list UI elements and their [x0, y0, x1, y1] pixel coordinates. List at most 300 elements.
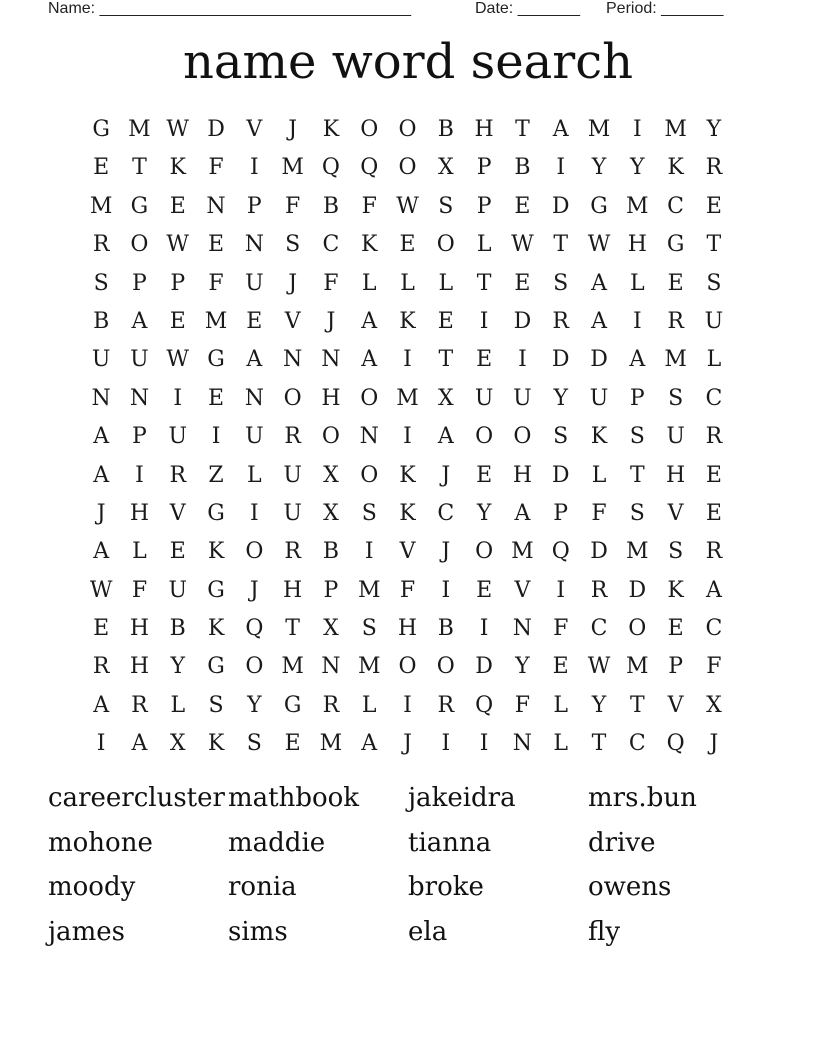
grid-letter: H	[321, 385, 341, 411]
grid-letter: K	[169, 155, 186, 181]
grid-letter: P	[132, 270, 147, 296]
grid-letter: N	[512, 731, 533, 757]
grid-letter: E	[208, 385, 225, 411]
grid-letter: G	[207, 347, 225, 373]
grid-letter: X	[323, 500, 339, 526]
grid-letter: U	[168, 424, 188, 450]
grid-letter: R	[92, 232, 110, 258]
grid-letter: W	[587, 654, 611, 680]
grid-letter: D	[628, 577, 647, 603]
word-list-item: tianna	[408, 827, 492, 858]
word-list-item: james	[48, 916, 125, 947]
grid-letter: M	[357, 654, 381, 680]
grid-letter: Y	[591, 155, 607, 181]
grid-letter: M	[357, 577, 381, 603]
grid-letter: F	[514, 692, 531, 718]
grid-letter: G	[283, 692, 302, 718]
grid-letter: A	[93, 462, 110, 488]
grid-letter: F	[706, 654, 722, 680]
grid-letter: E	[476, 347, 493, 373]
word-list-item: drive	[588, 827, 656, 858]
grid-letter: N	[129, 385, 150, 411]
grid-row	[82, 572, 733, 610]
grid-letter: S	[553, 270, 569, 296]
grid-letter: U	[130, 347, 149, 373]
grid-letter: Y	[591, 692, 607, 718]
grid-letter: A	[93, 424, 110, 450]
grid-letter: Y	[706, 117, 722, 142]
grid-letter: R	[705, 155, 723, 181]
grid-letter: B	[437, 117, 454, 142]
grid-letter: O	[360, 462, 379, 488]
grid-letter: H	[474, 117, 494, 142]
grid-letter: P	[132, 424, 147, 450]
student-info-header	[48, 0, 748, 20]
grid-letter: F	[208, 155, 224, 181]
grid-letter: J	[96, 500, 106, 526]
word-list-item: owens	[588, 872, 672, 902]
grid-letter: E	[705, 500, 722, 526]
grid-letter: C	[322, 232, 340, 258]
grid-letter: O	[436, 654, 455, 680]
grid-row	[82, 610, 733, 648]
grid-letter: A	[246, 347, 263, 373]
grid-letter: F	[131, 577, 148, 603]
grid-letter: I	[249, 500, 259, 526]
grid-letter: E	[667, 616, 684, 642]
grid-letter: J	[288, 117, 298, 142]
grid-letter: K	[399, 500, 416, 526]
grid-row	[82, 725, 733, 763]
grid-letter: D	[207, 117, 225, 142]
grid-letter: K	[361, 232, 378, 258]
grid-letter: Y	[630, 155, 645, 181]
grid-letter: L	[630, 270, 645, 296]
grid-letter: G	[207, 577, 225, 603]
grid-letter: O	[513, 424, 532, 450]
grid-letter: I	[211, 424, 221, 450]
grid-letter: I	[96, 731, 106, 757]
grid-letter: I	[518, 347, 527, 373]
grid-letter: M	[664, 347, 687, 373]
grid-letter: N	[321, 654, 341, 680]
grid-letter: S	[706, 270, 722, 296]
grid-letter: U	[245, 270, 264, 296]
grid-letter: X	[706, 692, 722, 718]
grid-letter: A	[93, 539, 110, 565]
grid-letter: S	[668, 385, 684, 411]
grid-letter: O	[398, 654, 417, 680]
grid-letter: W	[89, 577, 113, 603]
grid-letter: G	[92, 117, 110, 142]
grid-letter: W	[511, 232, 534, 258]
grid-letter: R	[705, 539, 723, 565]
grid-letter: V	[284, 308, 301, 334]
grid-row	[82, 457, 733, 495]
grid-letter: A	[591, 270, 607, 296]
grid-letter: W	[166, 347, 190, 373]
grid-letter: O	[283, 385, 302, 411]
grid-letter: E	[705, 462, 722, 488]
grid-letter: P	[476, 193, 492, 219]
grid-letter: G	[207, 500, 225, 526]
page-title: name word search	[182, 34, 634, 90]
grid-letter: K	[322, 117, 340, 142]
grid-letter: Y	[515, 654, 530, 680]
grid-letter: G	[590, 193, 608, 219]
grid-letter: L	[361, 270, 377, 296]
grid-letter: F	[361, 193, 377, 219]
word-list-item: fly	[588, 916, 621, 947]
grid-letter: M	[587, 117, 611, 142]
grid-letter: P	[668, 654, 683, 680]
grid-row	[82, 533, 733, 571]
grid-letter: V	[514, 577, 531, 603]
grid-letter: V	[169, 500, 186, 526]
grid-letter: E	[169, 193, 186, 219]
grid-letter: F	[553, 616, 569, 642]
word-list-item: mathbook	[228, 783, 360, 813]
grid-letter: S	[93, 270, 109, 296]
grid-letter: I	[403, 424, 412, 450]
word-list	[48, 778, 768, 956]
grid-letter: C	[705, 385, 723, 411]
grid-letter: Z	[208, 462, 224, 488]
grid-row	[82, 303, 733, 341]
grid-letter: U	[704, 308, 724, 334]
grid-letter: C	[667, 193, 685, 219]
grid-letter: N	[512, 616, 533, 642]
grid-letter: U	[666, 424, 685, 450]
grid-letter: D	[551, 462, 570, 488]
grid-letter: F	[208, 270, 224, 296]
name-field: Name: ___________________________________	[48, 0, 412, 17]
grid-letter: S	[629, 500, 645, 526]
grid-letter: E	[208, 232, 225, 258]
grid-letter: A	[629, 347, 646, 373]
grid-letter: M	[281, 654, 304, 680]
grid-letter: G	[666, 232, 685, 258]
grid-letter: D	[590, 539, 608, 565]
grid-letter: K	[399, 462, 416, 488]
grid-letter: X	[169, 731, 186, 757]
grid-letter: L	[132, 539, 147, 565]
grid-letter: H	[129, 616, 150, 642]
grid-letter: P	[323, 577, 339, 603]
grid-letter: M	[281, 155, 304, 181]
grid-letter: N	[359, 424, 379, 450]
grid-letter: T	[132, 155, 147, 181]
grid-letter: K	[667, 155, 684, 181]
grid-row	[82, 341, 733, 379]
grid-letter: O	[245, 654, 264, 680]
grid-letter: A	[361, 308, 378, 334]
word-list-item: mohone	[48, 827, 153, 858]
grid-letter: D	[551, 193, 570, 219]
grid-letter: R	[552, 308, 569, 334]
grid-row	[82, 495, 733, 533]
grid-letter: X	[323, 462, 339, 488]
letter-grid	[82, 111, 733, 764]
grid-letter: M	[664, 117, 687, 142]
grid-letter: X	[437, 385, 454, 411]
grid-letter: N	[244, 232, 264, 258]
grid-letter: R	[169, 462, 187, 488]
grid-letter: E	[514, 193, 531, 219]
grid-letter: E	[93, 616, 110, 642]
grid-letter: Q	[245, 616, 264, 642]
grid-letter: T	[629, 462, 645, 488]
word-list-item: sims	[228, 916, 288, 947]
grid-letter: P	[629, 385, 645, 411]
grid-letter: P	[246, 193, 262, 219]
grid-letter: K	[207, 539, 225, 565]
grid-letter: V	[667, 500, 684, 526]
grid-letter: E	[667, 270, 684, 296]
word-list-item: maddie	[228, 827, 326, 858]
grid-letter: D	[551, 347, 570, 373]
grid-letter: O	[360, 117, 379, 142]
grid-letter: H	[129, 500, 150, 526]
grid-letter: S	[285, 232, 301, 258]
grid-letter: P	[553, 500, 569, 526]
grid-letter: O	[475, 424, 494, 450]
grid-letter: M	[128, 117, 151, 142]
grid-letter: N	[91, 385, 111, 411]
grid-letter: D	[475, 654, 493, 680]
grid-letter: L	[553, 731, 569, 757]
grid-letter: A	[437, 424, 454, 450]
grid-letter: W	[587, 232, 611, 258]
grid-letter: G	[207, 654, 225, 680]
grid-letter: A	[591, 308, 607, 334]
grid-letter: M	[626, 193, 649, 219]
grid-letter: Y	[553, 385, 568, 411]
grid-letter: I	[479, 616, 489, 642]
grid-letter: M	[89, 193, 113, 219]
grid-letter: M	[204, 308, 228, 334]
grid-letter: R	[131, 692, 148, 718]
grid-letter: B	[169, 616, 186, 642]
grid-letter: I	[441, 577, 451, 603]
grid-letter: R	[705, 424, 723, 450]
grid-letter: H	[666, 462, 686, 488]
grid-letter: D	[590, 347, 608, 373]
word-list-item: ronia	[228, 872, 297, 902]
grid-letter: Y	[170, 654, 185, 680]
grid-letter: I	[632, 117, 642, 142]
grid-letter: S	[361, 616, 377, 642]
grid-letter: E	[284, 731, 301, 757]
grid-letter: A	[552, 117, 569, 142]
grid-letter: U	[168, 577, 188, 603]
grid-letter: O	[321, 424, 340, 450]
grid-letter: O	[398, 117, 417, 142]
grid-letter: Q	[321, 155, 340, 181]
grid-letter: N	[283, 347, 303, 373]
grid-letter: W	[166, 232, 190, 258]
grid-letter: E	[399, 232, 416, 258]
grid-letter: V	[399, 539, 416, 565]
grid-letter: Q	[551, 539, 570, 565]
grid-letter: L	[591, 462, 607, 488]
grid-letter: N	[321, 347, 341, 373]
grid-letter: E	[476, 577, 493, 603]
grid-letter: U	[283, 462, 302, 488]
grid-letter: S	[438, 193, 454, 219]
grid-letter: I	[632, 308, 642, 334]
grid-letter: A	[93, 692, 110, 718]
grid-letter: X	[437, 155, 454, 181]
grid-letter: A	[361, 347, 378, 373]
grid-letter: C	[628, 731, 646, 757]
grid-letter: B	[322, 539, 340, 565]
grid-letter: U	[513, 385, 532, 411]
grid-row	[82, 188, 733, 226]
grid-letter: T	[438, 347, 454, 373]
grid-letter: R	[284, 424, 301, 450]
grid-letter: M	[396, 385, 419, 411]
grid-letter: T	[629, 692, 645, 718]
grid-letter: K	[590, 424, 608, 450]
grid-letter: O	[360, 385, 379, 411]
grid-letter: I	[556, 577, 566, 603]
grid-row	[82, 226, 733, 264]
word-list-item: mrs.bun	[588, 783, 697, 813]
grid-letter: B	[514, 155, 531, 181]
grid-letter: B	[437, 616, 454, 642]
grid-letter: N	[244, 385, 264, 411]
grid-letter: M	[319, 731, 343, 757]
grid-letter: I	[403, 347, 412, 373]
grid-letter: Y	[476, 500, 492, 526]
grid-letter: L	[247, 462, 262, 488]
grid-letter: U	[589, 385, 609, 411]
grid-letter: A	[131, 731, 148, 757]
grid-letter: L	[553, 692, 569, 718]
word-list-item: ela	[408, 916, 448, 947]
grid-letter: K	[207, 731, 225, 757]
grid-letter: S	[361, 500, 377, 526]
grid-letter: P	[170, 270, 186, 296]
grid-letter: J	[709, 731, 719, 757]
grid-letter: E	[514, 270, 531, 296]
grid-letter: S	[246, 731, 262, 757]
grid-letter: E	[476, 462, 493, 488]
grid-letter: D	[513, 308, 532, 334]
grid-letter: A	[514, 500, 531, 526]
grid-letter: C	[705, 616, 723, 642]
grid-letter: I	[556, 155, 566, 181]
grid-letter: O	[475, 539, 494, 565]
grid-letter: E	[552, 654, 569, 680]
grid-row	[82, 687, 733, 725]
grid-letter: J	[326, 308, 336, 334]
grid-letter: C	[437, 500, 455, 526]
grid-letter: P	[476, 155, 492, 181]
grid-letter: U	[474, 385, 494, 411]
grid-letter: T	[515, 117, 530, 142]
grid-letter: L	[706, 347, 722, 373]
grid-letter: K	[207, 616, 225, 642]
grid-letter: Q	[360, 155, 379, 181]
grid-letter: O	[130, 232, 149, 258]
grid-row	[82, 149, 733, 187]
grid-letter: M	[626, 539, 649, 565]
grid-letter: Y	[247, 692, 262, 718]
grid-letter: J	[403, 731, 412, 757]
grid-letter: S	[629, 424, 645, 450]
grid-letter: E	[437, 308, 454, 334]
grid-letter: I	[364, 539, 374, 565]
grid-letter: F	[323, 270, 339, 296]
grid-letter: L	[170, 692, 186, 718]
grid-letter: R	[667, 308, 684, 334]
grid-row	[82, 111, 733, 149]
grid-letter: S	[553, 424, 569, 450]
grid-letter: I	[441, 731, 451, 757]
grid-letter: V	[667, 692, 684, 718]
grid-letter: I	[249, 155, 259, 181]
grid-letter: E	[246, 308, 263, 334]
grid-letter: X	[323, 616, 339, 642]
grid-letter: T	[591, 731, 607, 757]
grid-row	[82, 648, 733, 686]
grid-letter: E	[169, 308, 186, 334]
grid-letter: L	[361, 692, 377, 718]
grid-letter: Q	[475, 692, 494, 718]
grid-letter: R	[284, 539, 301, 565]
grid-letter: W	[396, 193, 419, 219]
grid-letter: F	[399, 577, 416, 603]
grid-letter: H	[283, 577, 303, 603]
grid-letter: R	[92, 654, 110, 680]
date-field: Date: _______	[475, 0, 580, 17]
grid-letter: R	[322, 692, 340, 718]
grid-letter: T	[285, 616, 300, 642]
grid-letter: Q	[666, 731, 685, 757]
grid-letter: G	[130, 193, 149, 219]
grid-letter: C	[590, 616, 608, 642]
grid-letter: E	[169, 539, 186, 565]
grid-letter: O	[245, 539, 264, 565]
grid-letter: J	[441, 539, 451, 565]
grid-letter: K	[667, 577, 684, 603]
grid-letter: F	[285, 193, 301, 219]
grid-letter: K	[399, 308, 416, 334]
grid-letter: I	[479, 308, 489, 334]
grid-letter: O	[398, 155, 417, 181]
grid-letter: O	[628, 616, 647, 642]
grid-letter: A	[705, 577, 722, 603]
grid-letter: H	[512, 462, 532, 488]
word-list-item: jakeidra	[408, 783, 516, 813]
grid-letter: H	[397, 616, 418, 642]
grid-letter: I	[403, 692, 412, 718]
grid-letter: E	[93, 155, 110, 181]
grid-letter: J	[441, 462, 451, 488]
grid-letter: E	[705, 193, 722, 219]
grid-letter: A	[131, 308, 148, 334]
grid-row	[82, 265, 733, 303]
grid-letter: W	[166, 117, 190, 142]
word-list-item: careercluster	[48, 783, 225, 813]
grid-letter: L	[476, 232, 492, 258]
grid-letter: L	[438, 270, 454, 296]
grid-letter: H	[129, 654, 150, 680]
grid-letter: I	[173, 385, 183, 411]
period-field: Period: _______	[606, 0, 724, 17]
